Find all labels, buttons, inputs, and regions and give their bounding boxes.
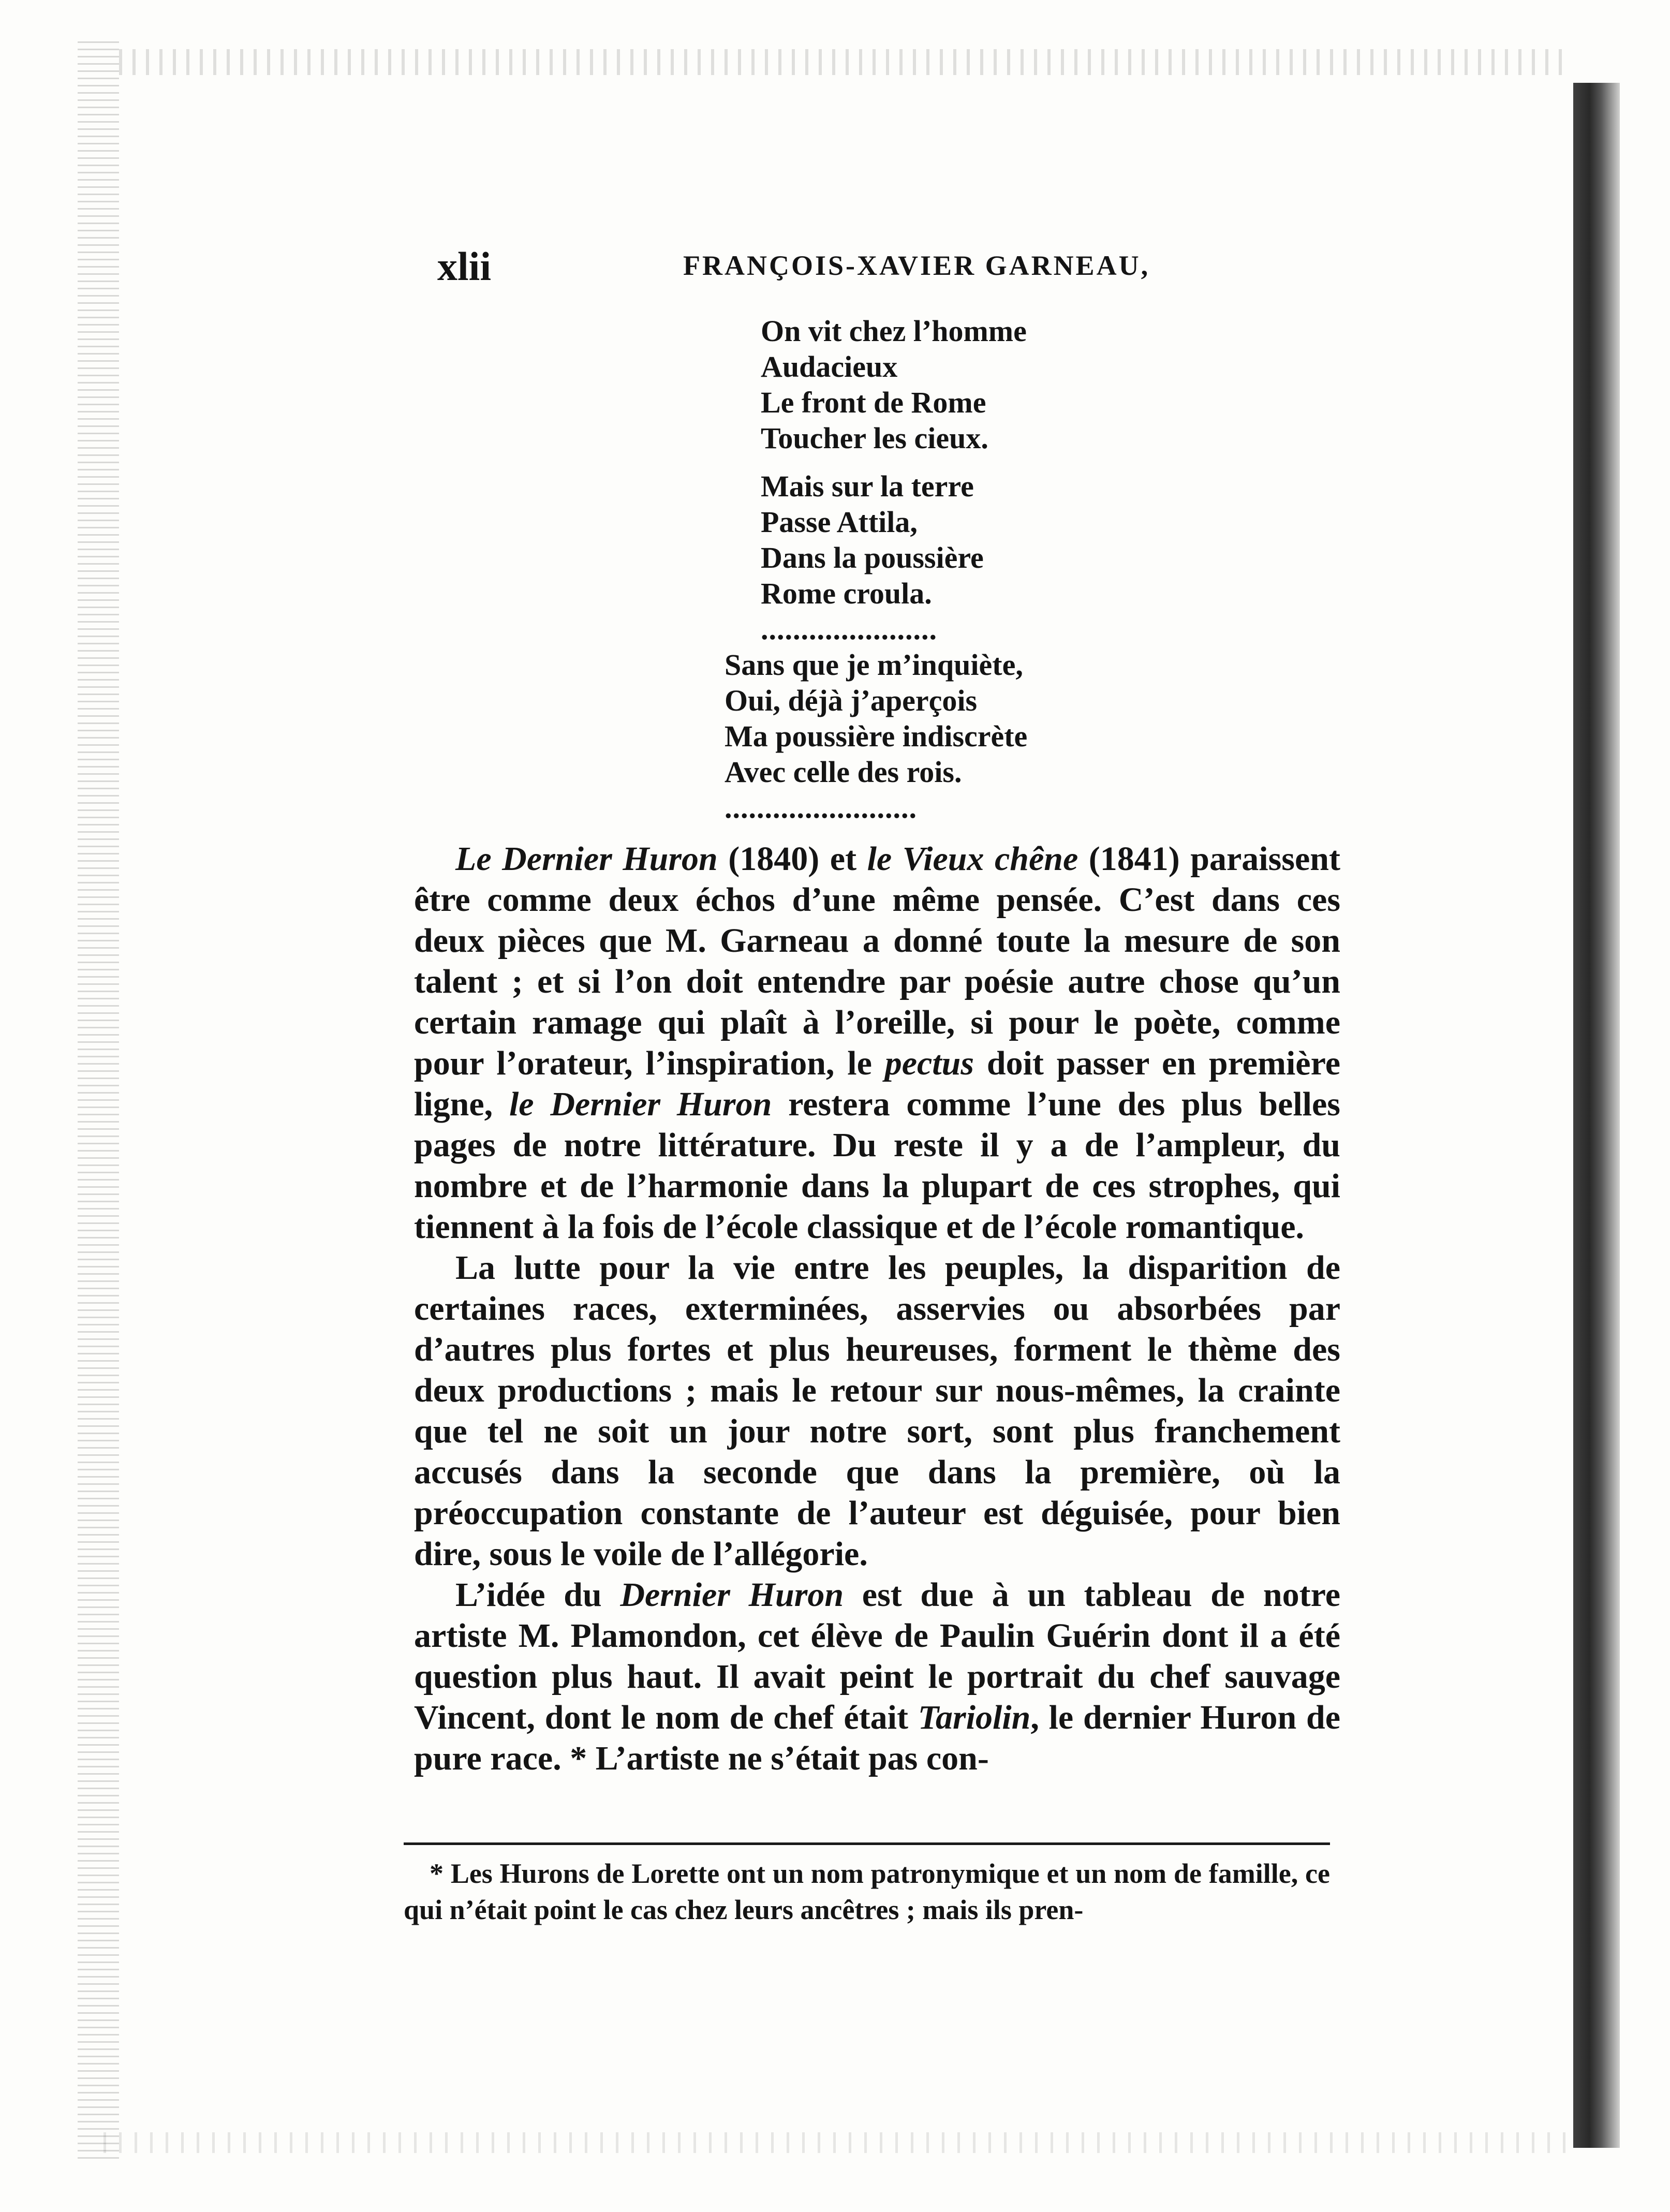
page-number: xlii [437,244,492,289]
poem-line: Audacieux [761,350,898,384]
text-run: (1841) paraissent être comme deux échos d’une même pensée. C’est dans ces deux pièces que M. Garneau a donné toute la mesure de son talent ; et si l’on doit entendre par poésie autre chose qu’un certain ramage qui plaît à l’oreille, si pour le poète, comme pour l’orateur, l’inspiration, le [414,840,1340,1082]
poem-stanza-3 [725,647,1027,825]
header-title: FRANÇOIS-XAVIER GARNEAU, [683,250,1150,281]
paragraph: La lutte pour la vie entre les peuples, la disparition de certaines races, exterminées, asservies ou absorbées par d’autres plus fortes et plus heureuses, forment le thème des deux productions ; mais le retour sur nous-mêmes, la crainte que tel ne soit un jour notre sort, sont plus franchement accusés dans la seconde que dans la première, où la préoccupation constante de l’auteur est déguisée, pour bien dire, sous le voile de l’allégorie. [414,1249,1340,1573]
poem-line: Oui, déjà j’aperçois [725,684,978,717]
footnote-divider [404,1842,1330,1845]
italic-title: Le Dernier Huron [455,840,718,878]
poem-line: Ma poussière indiscrète [725,719,1028,753]
paragraph [414,1574,1340,1779]
poem-line: Passe Attila, [761,505,918,539]
italic-title: le Vieux chêne [867,840,1078,878]
poem-stanza-2 [761,468,984,647]
poem-stanza-1 [761,313,1027,456]
scan-edge-left [78,41,119,2163]
poem-line: Avec celle des rois. [725,755,962,789]
text-run: doit passer en première ligne, [414,1044,1340,1123]
body-text [414,838,1340,1779]
scan-edge-bottom [104,2132,1578,2153]
scan-edge-top [119,49,1568,75]
poem-line: Rome croula. [761,577,932,610]
text-run: , le dernier Huron de pure race. * L’artiste ne s’était pas con- [414,1699,1340,1777]
text-run: (1840) et [717,840,867,878]
poem-ellipsis: ........................ [725,791,917,824]
paragraph [414,838,1340,1247]
poem-line: Toucher les cieux. [761,421,988,455]
poem-line: On vit chez l’homme [761,314,1027,348]
running-head [437,243,1338,300]
poem-line: Le front de Rome [761,386,986,419]
italic-title: le Dernier Huron [509,1085,772,1123]
italic-word: pectus [884,1044,974,1082]
footnote-text: * Les Hurons de Lorette ont un nom patronymique et un nom de famille, ce qui n’était point le cas chez leurs ancêtres ; mais ils pren- [404,1858,1330,1925]
poem-line: Sans que je m’inquiète, [725,648,1023,682]
scan-edge-right [1573,83,1620,2148]
italic-word: Tariolin [918,1699,1031,1736]
poem-line: Dans la poussière [761,541,984,574]
footnote [404,1855,1330,1928]
text-run: est due à un tableau de notre artiste M. Plamondon, cet élève de Paulin Guérin dont il a été question plus haut. Il avait peint le portrait du chef sauvage Vincent, dont le nom de chef était [414,1576,1340,1736]
text-run: restera comme l’une des plus belles pages de notre littérature. Du reste il y a de l’ampleur, du nombre et de l’harmonie dans la plupart de ces strophes, qui tiennent à la fois de l’école classique et de l’école romantique. [414,1085,1340,1246]
poem-ellipsis: ...................... [761,612,937,646]
text-run: L’idée du [455,1576,620,1614]
italic-title: Dernier Huron [620,1576,844,1614]
poem-line: Mais sur la terre [761,469,974,503]
